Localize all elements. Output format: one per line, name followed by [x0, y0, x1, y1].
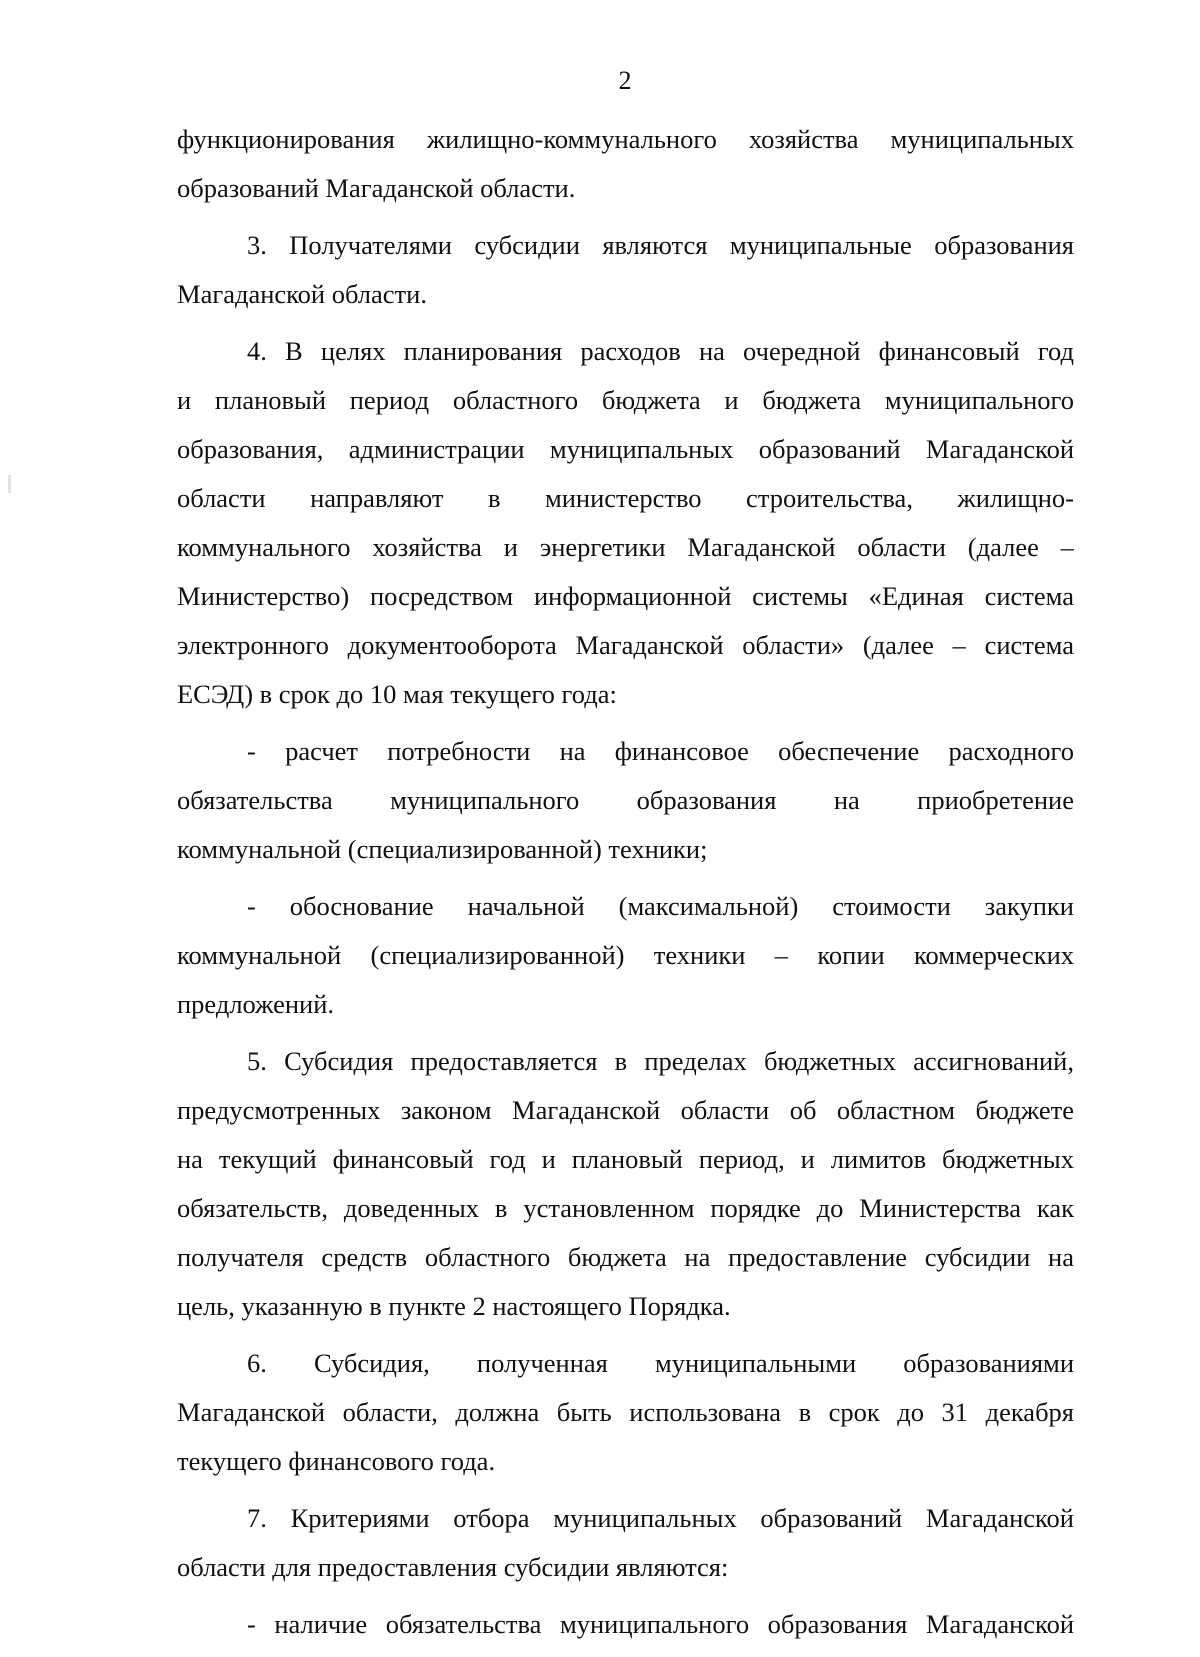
list-item-bullet: [177, 727, 1074, 874]
text-line: функционирования жилищно-коммунального хозяйства муниципальных: [177, 124, 1074, 154]
list-item-bullet: [177, 882, 1074, 1029]
text-line: - обоснование начальной (максимальной) стоимости закупки: [247, 891, 1074, 921]
paragraph-item-4: [177, 327, 1074, 719]
text-line: обязательств, доведенных в установленном порядке до Министерства как: [177, 1193, 1074, 1223]
text-line: предусмотренных законом Магаданской области об областном бюджете: [177, 1095, 1074, 1125]
text-line: и плановый период областного бюджета и бюджета муниципального: [177, 385, 1074, 415]
text-line: коммунальной (специализированной) техники – копии коммерческих: [177, 940, 1074, 970]
paragraph: [177, 115, 1074, 213]
page-number: 2: [618, 66, 632, 95]
paragraph-item-6: [177, 1339, 1074, 1486]
text-line: цель, указанную в пункте 2 настоящего Порядка.: [177, 1291, 731, 1321]
text-line: 5. Субсидия предоставляется в пределах бюджетных ассигнований,: [247, 1046, 1074, 1076]
text-line: - наличие обязательства муниципального образования Магаданской: [247, 1609, 1074, 1639]
text-line: 3. Получателями субсидии являются муниципальные образования: [247, 230, 1074, 260]
text-line: Магаданской области, должна быть использована в срок до 31 декабря: [177, 1397, 1074, 1427]
text-line: электронного документооборота Магаданской области» (далее – система: [177, 630, 1074, 660]
paragraph-item-7: [177, 1494, 1074, 1592]
text-line: образования, администрации муниципальных образований Магаданской: [177, 434, 1074, 464]
text-line: ЕСЭД) в срок до 10 мая текущего года:: [177, 679, 617, 709]
text-line: обязательства муниципального образования на приобретение: [177, 785, 1074, 815]
text-line: 4. В целях планирования расходов на очередной финансовый год: [247, 336, 1074, 366]
text-line: получателя средств областного бюджета на предоставление субсидии на: [177, 1242, 1074, 1272]
text-line: Министерство) посредством информационной системы «Единая система: [177, 581, 1074, 611]
scan-speck: [8, 475, 11, 493]
text-line: 6. Субсидия, полученная муниципальными образованиями: [247, 1348, 1074, 1378]
text-line: области для предоставления субсидии являются:: [177, 1552, 729, 1582]
list-item-bullet: [177, 1600, 1074, 1649]
text-line: коммунальной (специализированной) техники;: [177, 834, 708, 864]
text-line: на текущий финансовый год и плановый период, и лимитов бюджетных: [177, 1144, 1074, 1174]
text-line: коммунального хозяйства и энергетики Магаданской области (далее –: [177, 532, 1074, 562]
document-body: [177, 115, 1074, 1657]
text-line: Магаданской области.: [177, 279, 427, 309]
text-line: 7. Критериями отбора муниципальных образований Магаданской: [247, 1503, 1074, 1533]
text-line: области направляют в министерство строительства, жилищно-: [177, 483, 1074, 513]
text-line: предложений.: [177, 989, 335, 1019]
paragraph-item-3: [177, 221, 1074, 319]
paragraph-item-5: [177, 1037, 1074, 1331]
text-line: образований Магаданской области.: [177, 173, 576, 203]
text-line: текущего финансового года.: [177, 1446, 496, 1476]
text-line: - расчет потребности на финансовое обеспечение расходного: [247, 736, 1074, 766]
